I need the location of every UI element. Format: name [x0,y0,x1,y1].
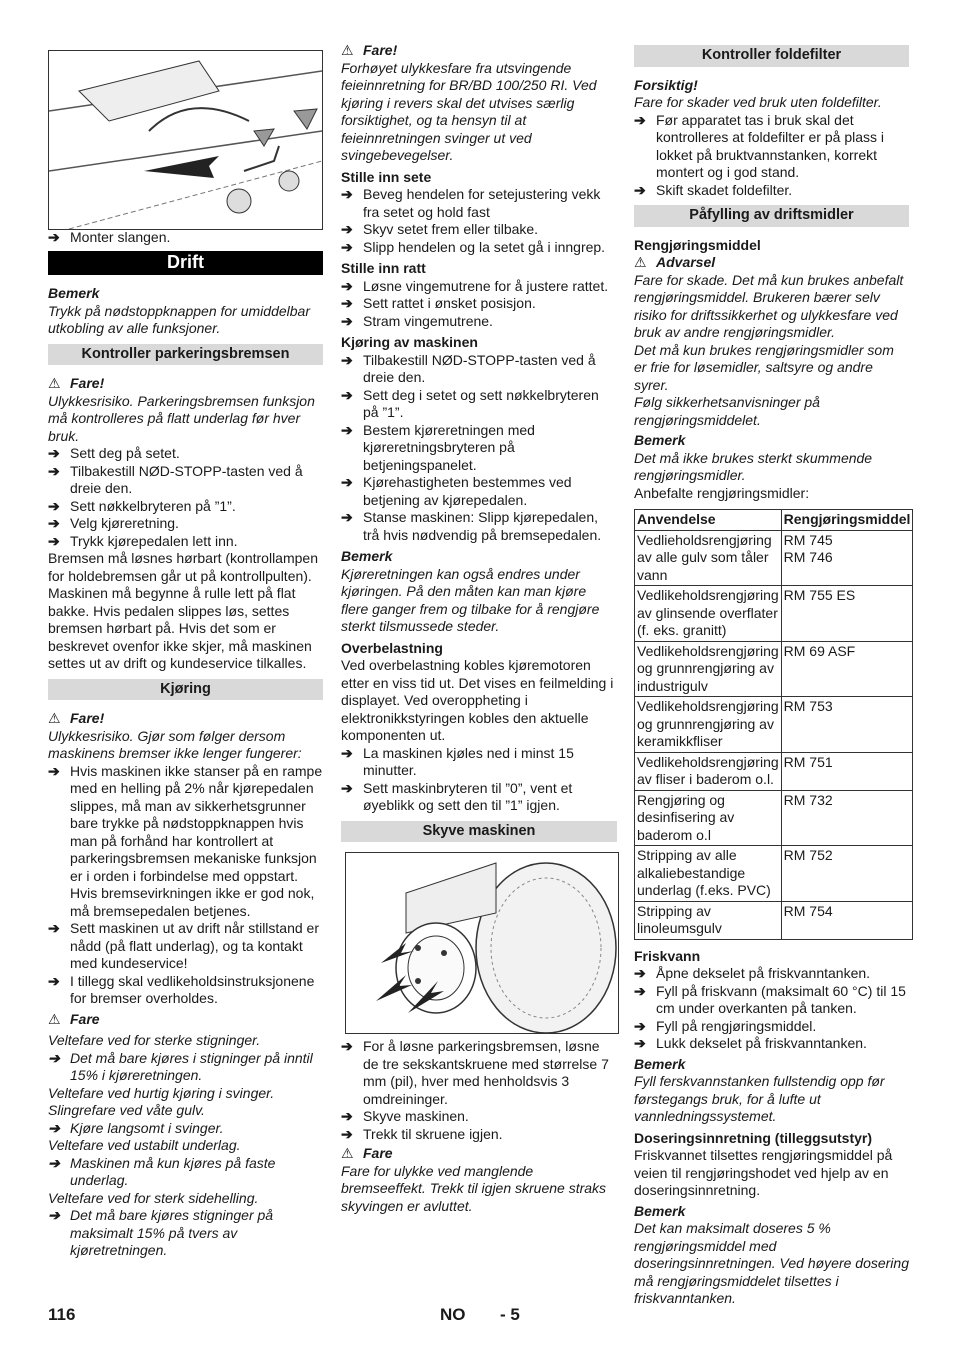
page-number: 116 [48,1305,76,1324]
section-heading-fold-filter: Kontroller foldefilter [634,45,909,67]
danger-label [341,1145,617,1163]
table-cell: RM 752 [781,846,913,902]
danger-text: Ulykkesrisiko. Gjør som følger dersom maskinens bremser ikke lenger fungerer: [48,727,302,761]
step-text: Monter slangen. [70,229,171,245]
list-item: ➔ For å løsne parkeringsbremsen, løsne de tre sekskantskruene med størrelse 7 mm (pil), hver med henholdsvis 3 omdreininger. [341,1038,609,1107]
danger-label [48,375,323,393]
arrow-icon: ➔ [341,221,353,237]
table-cell: Vedlikeholdsrengjøring av glinsende overflater (f. eks. granitt) [635,586,782,642]
list-item: ➔ Åpne dekselet på friskvanntanken. [634,965,871,981]
table-cell: Vedlikeholdsrengjøring og grunnrengjøring av industrigulv [635,641,782,697]
arrow-icon: ➔ [341,421,353,438]
note-text: Kjøreretningen kan også endres under kjøringen. På den måten kan man kjøre flere ganger frem og tilbake for å rengjøre sterkt tilsmussede steder. [341,565,600,634]
table-cell: RM 753 [781,697,913,753]
arrow-icon: ➔ [48,497,60,514]
danger-label-text: Fare! [70,710,105,726]
warning-text: Fare for skade. Det må kun brukes anbefalt rengjøringsmiddel. Brukeren bærer selv risiko for driftssikkerhet og ulykkesfare ved bruk av andre rengjøringsmidler. Det må kun brukes rengjøringsmidler som er frie for løsemidler, saltsyre og andre syrer. Følg sikkerhetsanvisninger på rengjøringsmiddelet. [634,271,904,428]
column-right [634,0,909,1308]
body-text: Bremsen må løsnes hørbart (kontrollampen for holdebremsen går ut på kontrollpulten). Maskinen må begynne å rulle lett på flat bakke. Hvis pedalen slippes løs, settes bremsen hørbart på. Hvis det som er beskrevet ovenfor ikke skjer, må maskinen settes ut av drift og kundeservice tilkalles. [48,550,318,671]
note-label: Bemerk [48,285,100,301]
arrow-icon: ➔ [48,1154,60,1171]
table-cell: RM 69 ASF [781,641,913,697]
arrow-icon: ➔ [341,312,353,329]
arrow-icon: ➔ [48,1119,60,1136]
arrow-icon: ➔ [48,229,60,245]
caution-label: Forsiktig! [634,76,698,93]
arrow-icon: ➔ [341,186,353,202]
subheading-detergent: Rengjøringsmiddel [634,236,761,253]
warning-label-text: Advarsel [656,254,716,270]
brake-wheel-figure [345,852,619,1034]
warning-icon: ⚠ [341,1145,354,1161]
table-cell: Vedlieholdsrengjøring av alle gulv som tåler vann [635,530,782,586]
list-item: ➔ Stram vingemutrene. [341,312,493,329]
danger-label [341,42,617,60]
warning-icon: ⚠ [48,710,61,726]
column-middle [341,0,617,1215]
list-item: ➔ Bestem kjøreretningen med kjøreretningsbryteren på betjeningspanelet. [341,421,535,473]
table-row [635,530,913,586]
arrow-icon: ➔ [341,238,353,255]
brake-wheel-illustration [346,853,618,1033]
subheading-overload: Overbelastning [341,639,443,656]
list-item: ➔ Tilbakestill NØD-STOPP-tasten ved å dreie den. [341,351,596,385]
arrow-icon: ➔ [48,762,60,779]
table-cell: RM 751 [781,752,913,790]
subheading-fresh-water: Friskvann [634,947,701,964]
arrow-icon: ➔ [341,351,353,368]
arrow-icon: ➔ [341,277,353,294]
danger-label-text: Fare [363,1145,393,1161]
note-label: Bemerk [634,432,686,448]
arrow-icon: ➔ [48,1207,60,1223]
list-item: ➔ Lukk dekselet på friskvanntanken. [634,1035,867,1051]
section-heading-driving: Kjøring [48,679,323,701]
arrow-icon: ➔ [634,111,646,128]
section-heading-parking-brake: Kontroller parkeringsbremsen [48,344,323,366]
arrow-icon: ➔ [341,295,353,311]
body-text: Friskvannet tilsettes rengjøringsmiddel på veien til rengjøringshodet ved hjelp av en doseringsinnretning. [634,1147,893,1198]
warning-label [634,254,909,272]
table-row [635,752,913,790]
subheading-dosing: Doseringsinnretning (tilleggsutstyr) [634,1129,873,1146]
table-row [635,790,913,846]
danger-text: Veltefare ved for sterk sidehelling. [48,1189,259,1206]
table-row [635,697,913,753]
warning-icon: ⚠ [48,375,61,391]
table-cell: RM 745 RM 746 [781,530,913,586]
language-code: NO [440,1305,466,1324]
body-text: Anbefalte rengjøringsmidler: [634,484,810,501]
arrow-icon: ➔ [48,972,60,989]
subheading-steering-wheel: Stille inn ratt [341,260,426,276]
list-item: ➔ Skyve maskinen. [341,1108,469,1124]
table-row [635,586,913,642]
note-label: Bemerk [341,548,393,564]
table-row [635,846,913,902]
hose-mount-figure [48,50,323,230]
arrow-icon: ➔ [341,779,353,796]
list-item: ➔ Det må bare kjøres stigninger på maksimalt 15% på tvers av kjøretretningen. [48,1207,274,1258]
danger-text: Fare for ulykke ved manglende bremseeffekt. Trekk til igjen skruene straks skyvingen er avluttet. [341,1162,607,1214]
list-item: ➔ Hvis maskinen ikke stanser på en rampe med en helling på 2% når kjørepedalen slippes, må man av sikkerhetsgrunner bare trykke på nødstoppknappen hvis man på forhånd har kontrollert at parkeringsbremsen mekaniske funksjon er i orden i forbindelse med oppstart. Hvis bremsevirkningen ikke er god nok, må bremsepedalen betjenes. [48,762,323,919]
list-item: ➔ Det må bare kjøres i stigninger på inntil 15% i kjøreretningen. [48,1049,313,1083]
table-header-row [635,510,913,531]
table-cell: Stripping av linoleumsgulv [635,901,782,939]
subheading-seat: Stille inn sete [341,168,432,185]
warning-icon: ⚠ [341,42,354,58]
table-cell: Stripping av alle alkaliebestandige underlag (f.eks. PVC) [635,846,782,902]
danger-label [48,710,323,728]
danger-text: Forhøyet ulykkesfare fra utsvingende feieinnretning for BR/BD 100/250 RI. Ved kjøring i revers skal det utvises særlig forsiktighet, og ta hensyn til at feieinnretningen svinger ut ved svingebevegelser. [341,59,597,163]
arrow-icon: ➔ [341,509,353,525]
arrow-icon: ➔ [634,965,646,981]
arrow-icon: ➔ [634,982,646,999]
danger-text: Veltefare ved for sterke stigninger. [48,1032,261,1048]
list-item: ➔ Maskinen må kun kjøres på faste underlag. [48,1154,276,1188]
hose-mount-illustration [49,51,322,229]
list-item: ➔ Fyll på rengjøringsmiddel. [634,1017,817,1034]
danger-label-text: Fare! [70,375,105,391]
warning-icon: ⚠ [48,1010,61,1027]
arrow-icon: ➔ [341,386,353,403]
list-item: ➔ Kjørehastigheten bestemmes ved betjening av kjørepedalen. [341,474,572,508]
arrow-icon: ➔ [341,744,353,761]
list-item: ➔ Skift skadet foldefilter. [634,181,793,198]
section-heading-drift: Drift [48,251,323,276]
arrow-icon: ➔ [48,445,60,461]
arrow-icon: ➔ [341,474,353,490]
note-text: Det kan maksimalt doseres 5 % rengjøringsmiddel med doseringsinnretningen. Ved høyere dosering må rengjøringsmiddelet tilsettes i friskvanntanken. [634,1220,909,1306]
list-item: ➔ Beveg hendelen for setejustering vekk fra setet og hold fast [341,186,601,220]
list-item: ➔ Stanse maskinen: Slipp kjørepedalen, trå hvis nødvendig på bremsepedalen. [341,509,602,543]
caution-text: Fare for skader ved bruk uten foldefilter. [634,94,882,110]
list-item: ➔ Sett rattet i ønsket posisjon. [341,295,536,311]
arrow-icon: ➔ [634,1017,646,1034]
arrow-icon: ➔ [634,1035,646,1051]
arrow-icon: ➔ [48,1049,60,1066]
danger-text: Ulykkesrisiko. Parkeringsbremsen funksjon må kontrolleres på flatt underlag før hver bruk. [48,392,315,444]
warning-icon: ⚠ [634,254,647,270]
list-item [48,229,323,247]
arrow-icon: ➔ [634,181,646,198]
arrow-icon: ➔ [48,532,60,549]
sub-page-number: - 5 [500,1305,520,1324]
table-cell: RM 754 [781,901,913,939]
list-item: ➔ Sett deg i setet og sett nøkkelbryteren på ”1”. [341,386,599,420]
table-cell: Vedlikeholdsrengjøring av fliser i baderom o.l. [635,752,782,790]
table-header-cell: Rengjøringsmiddel [781,510,913,531]
arrow-icon: ➔ [341,1038,353,1054]
arrow-icon: ➔ [341,1125,353,1142]
column-left [48,0,323,1260]
arrow-icon: ➔ [48,462,60,479]
list-item: ➔ Kjøre langsomt i svinger. [48,1119,224,1136]
arrow-icon: ➔ [341,1108,353,1124]
list-item: ➔ La maskinen kjøles ned i minst 15 minutter. [341,744,574,778]
table-row [635,901,913,939]
table-cell: RM 732 [781,790,913,846]
detergent-table [634,509,913,940]
table-row [635,641,913,697]
note-label: Bemerk [634,1055,686,1072]
list-item: ➔ Sett deg på setet. [48,445,180,461]
list-item: ➔ Tilbakestill NØD-STOPP-tasten ved å dreie den. [48,462,303,496]
list-item: ➔ Velg kjøreretning. [48,515,179,531]
subheading-driving-machine: Kjøring av maskinen [341,334,478,350]
table-cell: Vedlikeholdsrengjøring og grunnrengjøring av keramikkfliser [635,697,782,753]
note-text: Trykk på nødstoppknappen for umiddelbar utkobling av alle funksjoner. [48,302,310,336]
note-text: Fyll ferskvannstanken fullstendig opp før førstegangs bruk, for å lufte ut vannledningssystemet. [634,1073,885,1124]
table-cell: Rengjøring og desinfisering av baderom o.l [635,790,782,846]
body-text: Ved overbelastning kobles kjøremotoren etter en viss tid ut. Det vises en feilmelding i displayet. Ved overoppheting i elektronikkstyringen kobles den aktuelle komponenten ut. [341,657,614,743]
list-item: ➔ Løsne vingemutrene for å justere rattet. [341,277,609,294]
danger-text: Veltefare ved ustabilt underlag. [48,1137,241,1153]
note-label: Bemerk [634,1202,686,1219]
list-item: ➔ Sett maskinen ut av drift når stillstand er nådd (på flatt underlag), og ta kontakt med kundeservice! [48,920,319,971]
list-item: ➔ Sett nøkkelbryteren på ”1”. [48,497,236,514]
list-item: ➔ Slipp hendelen og la setet gå i inngrep. [341,238,606,255]
list-item: ➔ Trykk kjørepedalen lett inn. [48,532,238,549]
list-item: ➔ Fyll på friskvann (maksimalt 60 °C) til 15 cm under overkanten på tanken. [634,982,906,1016]
arrow-icon: ➔ [48,920,60,936]
list-item: ➔ Skyv setet frem eller tilbake. [341,221,539,237]
table-cell: RM 755 ES [781,586,913,642]
danger-text: Veltefare ved hurtig kjøring i svinger. Slingrefare ved våte gulv. [48,1084,275,1118]
danger-label-text: Fare! [363,42,398,58]
parking-steps-list [48,445,323,550]
section-heading-push-machine: Skyve maskinen [341,821,617,843]
list-item: ➔ Sett maskinbryteren til ”0”, vent et øyeblikk og sett den til ”1” igjen. [341,779,573,813]
section-heading-consumables: Påfylling av driftsmidler [634,205,909,227]
danger-label [48,1011,323,1029]
note-text: Det må ikke brukes sterkt skummende rengjøringsmidler. [634,449,873,483]
list-item: ➔ I tillegg skal vedlikeholdsinstruksjonene for bremser overholdes. [48,972,315,1006]
list-item: ➔ Trekk til skruene igjen. [341,1125,503,1142]
arrow-icon: ➔ [48,515,60,531]
list-item: ➔ Før apparatet tas i bruk skal det kontrolleres at foldefilter er på plass i lokket på bruktvannstanken, korrekt montert og i god stand. [634,111,884,180]
danger-label-text: Fare [70,1010,100,1027]
table-header-cell: Anvendelse [635,510,782,531]
